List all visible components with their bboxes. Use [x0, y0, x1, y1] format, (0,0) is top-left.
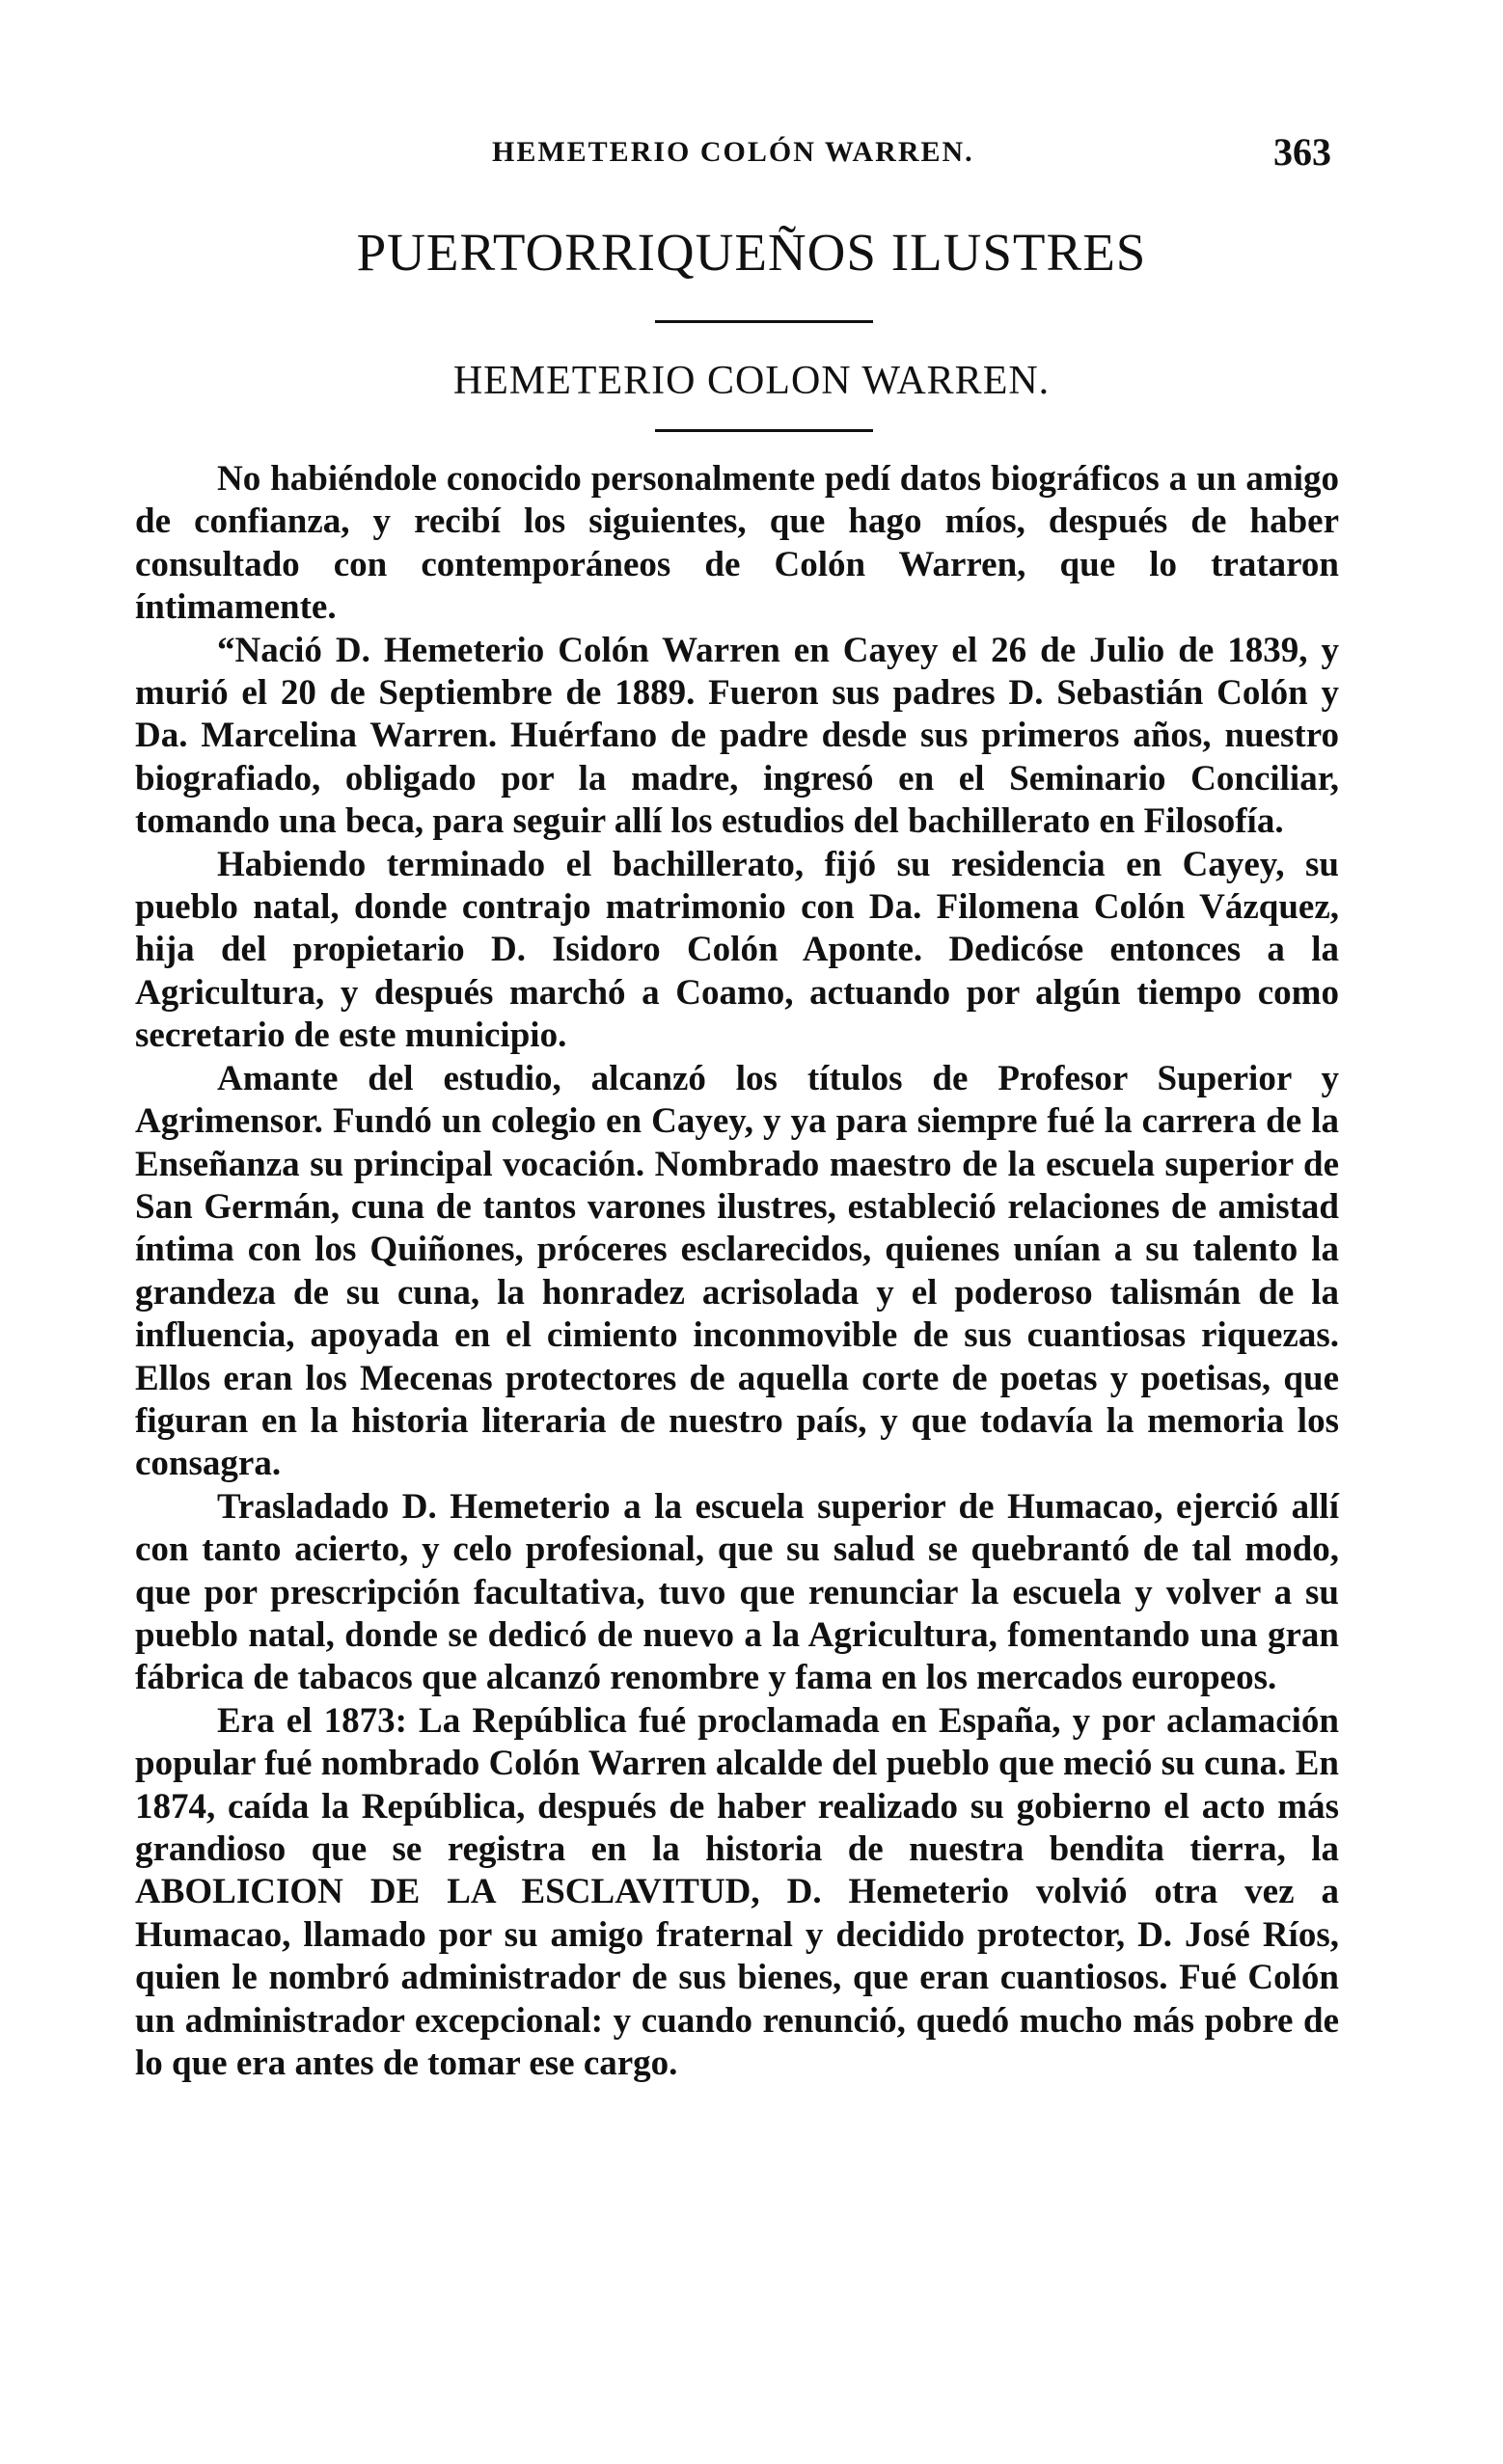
paragraph: Habiendo terminado el bachillerato, fijó su residencia en Cayey, su pueblo natal, donde contrajo matrimonio con Da. Filomena Colón Vázquez, hija del propietario D. Isidoro Colón Aponte. Dedicóse entonces a la Agricultura, y después marchó a Coamo, actuando por algún tiempo como secretario de este municipio. [135, 844, 1339, 1056]
biography-subject-name: HEMETERIO COLON WARREN. [452, 359, 1051, 403]
page-number: 363 [1273, 130, 1331, 174]
biography-text [135, 458, 1339, 2085]
paragraph: Trasladado D. Hemeterio a la escuela superior de Humacao, ejerció allí con tanto acierto, y celo profesional, que su salud se quebrantó de tal modo, que por prescripción facultativa, tuvo que renunciar la escuela y volver a su pueblo natal, donde se dedicó de nuevo a la Agricultura, fomentando una gran fábrica de tabacos que alcanzó renombre y fama en los mercados europeos. [135, 1486, 1339, 1698]
paragraph: Amante del estudio, alcanzó los títulos de Profesor Superior y Agrimensor. Fundó un colegio en Cayey, y ya para siempre fué la carrera de la Enseñanza su principal vocación. Nombrado maestro de la escuela superior de San Germán, cuna de tantos varones ilustres, estableció relaciones de amistad íntima con los Quiñones, próceres esclarecidos, quienes unían a su talento la grandeza de su cuna, la honradez acrisolada y el poderoso talismán de la influencia, apoyada en el cimiento inconmovible de sus cuantiosas riquezas. Ellos eran los Mecenas protectores de aquella corte de poetas y poetisas, que figuran en la historia literaria de nuestro país, y que todavía la memoria los consagra. [135, 1058, 1339, 1484]
name-divider [655, 429, 873, 432]
paragraph: Era el 1873: La República fué proclamada en España, y por aclamación popular fué nombrado Colón Warren alcalde del pueblo que meció su cuna. En 1874, caída la República, después de haber realizado su gobierno el acto más grandioso que se registra en la historia de nuestra bendita tierra, la ABOLICION DE LA ESCLAVITUD, D. Hemeterio volvió otra vez a Humacao, llamado por su amigo fraternal y decidido protector, D. José Ríos, quien le nombró administrador de sus bienes, que eran cuantiosos. Fué Colón un administrador excepcional: y cuando renunció, quedó mucho más pobre de lo que era antes de tomar ese cargo. [135, 1700, 1339, 2084]
running-head [0, 123, 1503, 181]
title-divider [655, 320, 873, 323]
section-title: PUERTORRIQUEÑOS ILUSTRES [356, 223, 1147, 282]
paragraph: No habiéndole conocido personalmente pedí datos biográficos a un amigo de confianza, y recibí los siguientes, que hago míos, después de haber consultado con contemporáneos de Colón Warren, que lo trataron íntimamente. [135, 459, 1339, 628]
paragraph: “Nació D. Hemeterio Colón Warren en Cayey el 26 de Julio de 1839, y murió el 20 de Septiembre de 1889. Fueron sus padres D. Sebastián Colón y Da. Marcelina Warren. Huérfano de padre desde sus primeros años, nuestro biografiado, obligado por la madre, ingresó en el Seminario Conciliar, tomando una beca, para seguir allí los estudios del bachillerato en Filosofía. [135, 630, 1339, 842]
running-title: HEMETERIO COLÓN WARREN. [492, 136, 974, 168]
